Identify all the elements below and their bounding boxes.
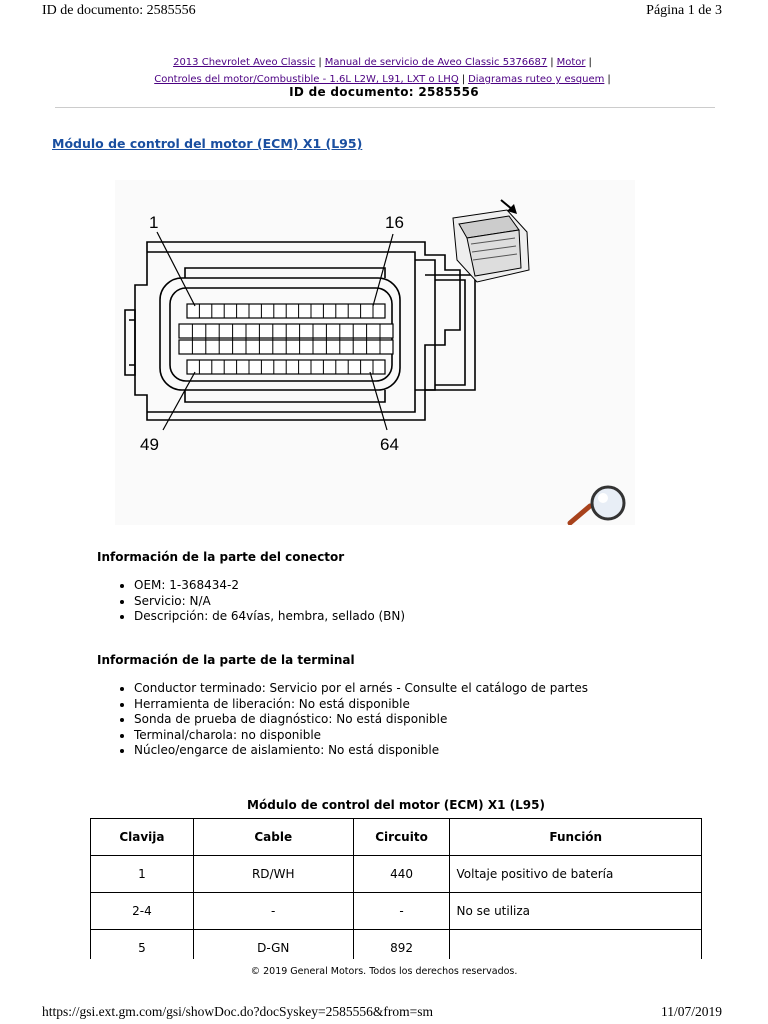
column-header: Circuito — [353, 819, 450, 856]
breadcrumb-link-engine-controls[interactable]: Controles del motor/Combustible - 1.6L L2W, L91, LXT o LHQ — [154, 74, 459, 85]
connector-figure — [115, 180, 635, 525]
pinout-table — [90, 818, 702, 967]
document-id: ID de documento: 2585556 — [289, 85, 479, 99]
breadcrumb-link-vehicle[interactable]: 2013 Chevrolet Aveo Classic — [173, 57, 316, 68]
copyright-notice: © 2019 General Motors. Todos los derechos reservados. — [90, 965, 678, 979]
breadcrumb-separator: | — [318, 57, 322, 68]
table-cell: - — [353, 893, 450, 930]
list-item: • Servicio: N/A — [134, 594, 405, 610]
table-cell: - — [193, 893, 353, 930]
page-title[interactable]: Módulo de control del motor (ECM) X1 (L95) — [52, 136, 363, 151]
list-item: • Núcleo/engarce de aislamiento: No está disponible — [134, 743, 588, 759]
table-cell: 440 — [353, 856, 450, 893]
footer-date: 11/07/2019 — [660, 1004, 722, 1019]
column-header: Función — [450, 819, 702, 856]
table-cell: D-GN — [193, 930, 353, 967]
table-row — [91, 893, 702, 930]
table-row — [91, 856, 702, 893]
breadcrumb-link-engine[interactable]: Motor — [556, 57, 586, 68]
list-item: • Descripción: de 64vías, hembra, sellado (BN) — [134, 609, 405, 625]
list-item: • OEM: 1-368434-2 — [134, 578, 405, 594]
connector-info-heading: Información de la parte del conector — [97, 550, 345, 564]
list-item: • Terminal/charola: no disponible — [134, 728, 588, 744]
pin-label-16: 16 — [385, 213, 404, 232]
table-cell: RD/WH — [193, 856, 353, 893]
table-caption: Módulo de control del motor (ECM) X1 (L95) — [247, 798, 545, 812]
divider — [55, 107, 715, 108]
column-header: Cable — [193, 819, 353, 856]
breadcrumb-separator: | — [550, 57, 554, 68]
terminal-info-heading: Información de la parte de la terminal — [97, 653, 355, 667]
breadcrumb-separator: | — [461, 74, 466, 85]
pin-label-49: 49 — [140, 435, 159, 454]
header-page-number: Página 1 de 3 — [646, 3, 722, 18]
column-header: Clavija — [91, 819, 194, 856]
header-doc-id: ID de documento: 2585556 — [42, 3, 196, 18]
breadcrumb-separator: | — [607, 74, 611, 85]
table-cell: 5 — [91, 930, 194, 967]
connector-info-list — [118, 578, 405, 625]
table-cell: No se utiliza — [450, 893, 702, 930]
table-cell: Voltaje positivo de batería — [450, 856, 702, 893]
table-cell: 1 — [91, 856, 194, 893]
terminal-info-list — [118, 681, 588, 759]
list-item: • Sonda de prueba de diagnóstico: No está disponible — [134, 712, 588, 728]
table-cell: 2-4 — [91, 893, 194, 930]
pin-label-64: 64 — [380, 435, 399, 454]
connector-diagram — [115, 180, 635, 525]
breadcrumb-link-diagrams[interactable]: Diagramas ruteo y esquem — [468, 74, 605, 85]
list-item: • Conductor terminado: Servicio por el arnés - Consulte el catálogo de partes — [134, 681, 588, 697]
table-header-row — [91, 819, 702, 856]
table-cell: 892 — [353, 930, 450, 967]
breadcrumb — [60, 54, 708, 88]
pin-label-1: 1 — [149, 213, 159, 232]
list-item: • Herramienta de liberación: No está disponible — [134, 697, 588, 713]
footer-url: https://gsi.ext.gm.com/gsi/showDoc.do?docSyskey=2585556&from=sm — [42, 1004, 433, 1019]
breadcrumb-separator: | — [588, 57, 592, 68]
breadcrumb-link-manual[interactable]: Manual de servicio de Aveo Classic 5376687 — [324, 57, 548, 68]
